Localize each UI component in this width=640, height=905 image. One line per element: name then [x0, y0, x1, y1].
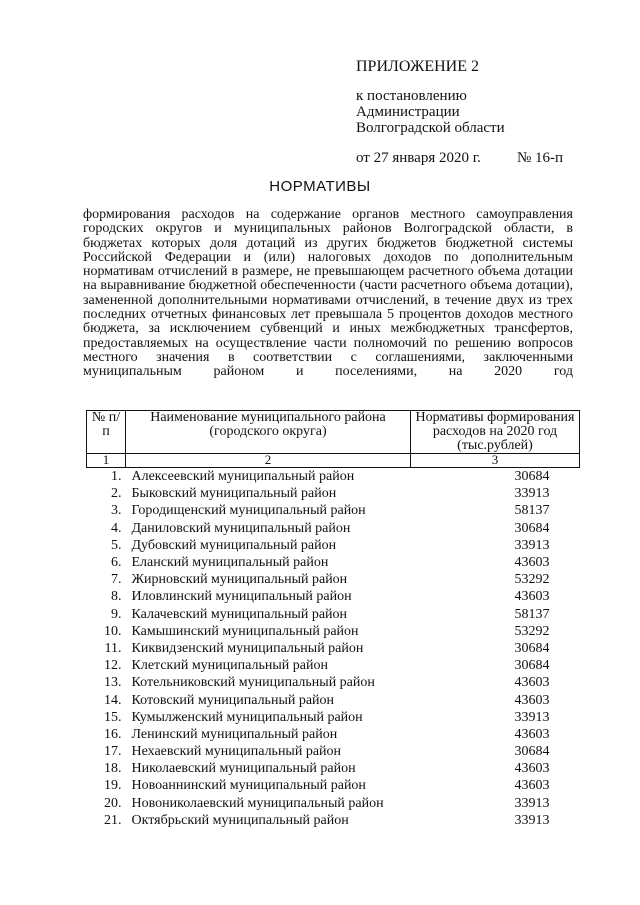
row-number: 18.: [104, 761, 122, 777]
table-row: [87, 571, 580, 588]
row-number: 5.: [111, 537, 122, 553]
table-row: [87, 760, 580, 777]
row-number: 7.: [111, 572, 122, 588]
norm-value: 33913: [514, 486, 550, 502]
row-number: 12.: [104, 658, 122, 674]
norm-value: 53292: [514, 623, 550, 639]
table-row: [87, 537, 580, 554]
norm-value: 58137: [514, 606, 550, 622]
district-name: Дубовский муниципальный район: [131, 537, 337, 553]
table-row: [87, 674, 580, 691]
district-name: Иловлинский муниципальный район: [131, 589, 352, 605]
table-row: [87, 812, 580, 829]
district-name: Октябрьский муниципальный район: [131, 812, 349, 828]
header-number: № п/п: [87, 411, 126, 454]
row-number: 6.: [111, 555, 122, 571]
district-name: Новониколаевский муниципальный район: [131, 795, 384, 811]
district-name: Быковский муниципальный район: [131, 486, 337, 502]
decree-number: № 16-п: [516, 150, 564, 166]
norm-value: 30684: [514, 640, 550, 656]
decree-date-line: [356, 150, 563, 166]
row-number: 16.: [104, 726, 122, 742]
row-number: 8.: [111, 589, 122, 605]
table-row: [87, 795, 580, 812]
norm-value: 43603: [514, 726, 550, 742]
table-row: [87, 520, 580, 537]
decree-date: от 27 января 2020 г.: [356, 150, 481, 166]
row-number: 11.: [104, 640, 122, 656]
row-number: 19.: [104, 778, 122, 794]
district-name: Алексеевский муниципальный район: [131, 469, 355, 485]
table-header-row: [87, 411, 580, 454]
header-district: Наименование муниципального района (городского округа): [126, 411, 411, 454]
norm-value: 30684: [514, 744, 550, 760]
row-number: 15.: [104, 709, 122, 725]
district-name: Еланский муниципальный район: [131, 555, 329, 571]
norms-table: [86, 410, 580, 829]
table-index-row: [87, 454, 580, 468]
decree-reference: [356, 88, 563, 166]
row-number: 20.: [104, 795, 122, 811]
district-name: Камышинский муниципальный район: [131, 623, 359, 639]
district-name: Даниловский муниципальный район: [131, 520, 351, 536]
district-name: Клетский муниципальный район: [131, 658, 328, 674]
district-name: Кумылженский муниципальный район: [131, 709, 363, 725]
row-number: 4.: [111, 520, 122, 536]
row-number: 17.: [104, 744, 122, 760]
row-number: 13.: [104, 675, 122, 691]
norm-value: 33913: [514, 709, 550, 725]
norm-value: 43603: [514, 675, 550, 691]
table-row: [87, 640, 580, 657]
table-row: [87, 502, 580, 519]
norm-value: 30684: [514, 469, 550, 485]
district-name: Городищенский муниципальный район: [131, 503, 366, 519]
ref-line: к постановлению: [356, 88, 467, 104]
norm-value: 43603: [514, 692, 550, 708]
document-preamble: формирования расходов на содержание органов местного самоуправления городских округов и муниципальных районов Волгоградской области, в бюджетах которых доля дотаций из других бюджетов бюджетной системы Российской Федерации и (или) налоговых доходов по дополнительным нормативам отчислений в размере, не превышающем расчетного объема дотации на выравнивание бюджетной обеспеченности (части расчетного объема дотации), замененной дополнительными нормативами отчислений, в течение двух из трех последних отчетных финансовых лет превышала 5 процентов доходов местного бюджета, за исключением субвенций и иных межбюджетных трансфертов, предоставляемых на осуществление части полномочий по решению вопросов местного значения в соответствии с соглашениями, заключенными муниципальным районом и поселениями, на 2020 год: [83, 207, 573, 380]
table-row: [87, 726, 580, 743]
table-row: [87, 588, 580, 605]
table-row: [87, 777, 580, 794]
norm-value: 58137: [514, 503, 550, 519]
row-number: 14.: [104, 692, 122, 708]
district-name: Нехаевский муниципальный район: [131, 744, 342, 760]
norm-value: 43603: [514, 761, 550, 777]
norm-value: 43603: [514, 555, 550, 571]
table-row: [87, 554, 580, 571]
index-col-3: 3: [411, 454, 580, 468]
row-number: 10.: [104, 623, 122, 639]
norm-value: 43603: [514, 589, 550, 605]
district-name: Котовский муниципальный район: [131, 692, 335, 708]
table-row: [87, 623, 580, 640]
district-name: Николаевский муниципальный район: [131, 761, 356, 777]
appendix-label: ПРИЛОЖЕНИЕ 2: [356, 58, 480, 75]
norm-value: 30684: [514, 520, 550, 536]
row-number: 1.: [111, 469, 122, 485]
row-number: 9.: [111, 606, 122, 622]
district-name: Калачевский муниципальный район: [131, 606, 348, 622]
ref-line: Волгоградской области: [356, 120, 505, 136]
district-name: Новоаннинский муниципальный район: [131, 778, 366, 794]
table-body: [87, 468, 580, 829]
table-row: [87, 709, 580, 726]
norm-value: 53292: [514, 572, 550, 588]
table-row: [87, 691, 580, 708]
table-row: [87, 485, 580, 502]
district-name: Котельниковский муниципальный район: [131, 675, 375, 691]
row-number: 2.: [111, 486, 122, 502]
document-title: НОРМАТИВЫ: [269, 178, 371, 195]
norm-value: 33913: [514, 795, 550, 811]
district-name: Ленинский муниципальный район: [131, 726, 338, 742]
table-row: [87, 468, 580, 486]
norm-value: 33913: [514, 537, 550, 553]
norm-value: 33913: [514, 812, 550, 828]
norm-value: 43603: [514, 778, 550, 794]
district-name: Киквидзенский муниципальный район: [131, 640, 364, 656]
header-norm: Нормативы формирования расходов на 2020 год (тыс.рублей): [411, 411, 580, 454]
ref-line: Администрации: [356, 104, 460, 120]
table-row: [87, 657, 580, 674]
table-row: [87, 606, 580, 623]
index-col-2: 2: [126, 454, 411, 468]
row-number: 21.: [104, 812, 122, 828]
norm-value: 30684: [514, 658, 550, 674]
table-row: [87, 743, 580, 760]
index-col-1: 1: [87, 454, 126, 468]
row-number: 3.: [111, 503, 122, 519]
district-name: Жирновский муниципальный район: [131, 572, 348, 588]
